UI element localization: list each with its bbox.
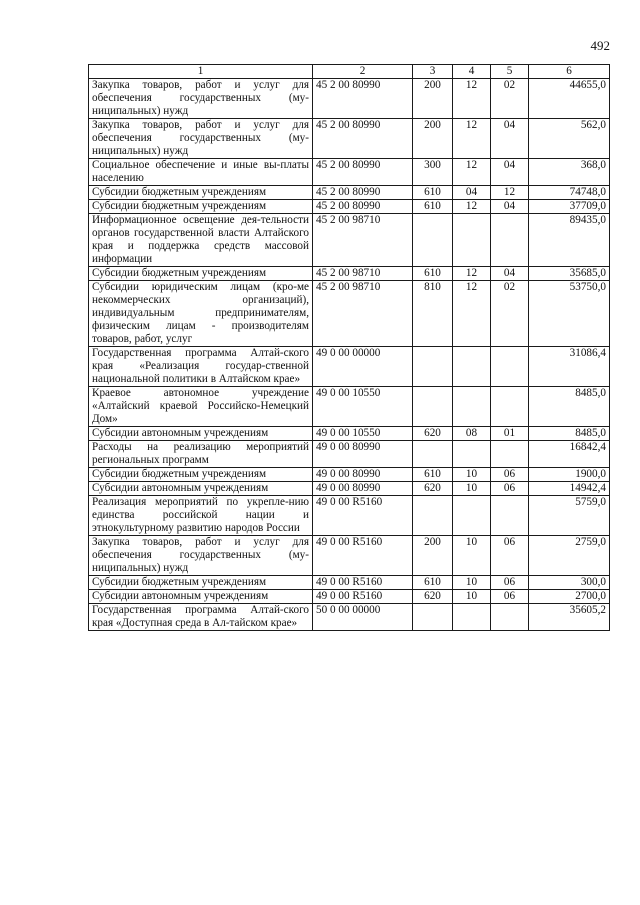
row-col5-cell: 01 <box>491 427 529 441</box>
row-col3-cell <box>413 441 453 468</box>
row-col4-cell <box>453 214 491 267</box>
table-row <box>89 79 610 119</box>
table-row <box>89 186 610 200</box>
row-col4-cell: 04 <box>453 186 491 200</box>
row-col5-cell <box>491 214 529 267</box>
row-code-cell: 45 2 00 80990 <box>313 200 413 214</box>
row-col4-cell: 10 <box>453 482 491 496</box>
budget-table <box>88 64 610 631</box>
row-col3-cell: 620 <box>413 427 453 441</box>
table-row <box>89 159 610 186</box>
row-col3-cell: 610 <box>413 468 453 482</box>
row-sum-cell: 44655,0 <box>529 79 610 119</box>
row-sum-cell: 89435,0 <box>529 214 610 267</box>
row-sum-cell: 2759,0 <box>529 536 610 576</box>
row-code-cell: 45 2 00 80990 <box>313 79 413 119</box>
row-code-cell: 45 2 00 98710 <box>313 214 413 267</box>
row-sum-cell: 53750,0 <box>529 281 610 347</box>
row-code-cell: 49 0 00 80990 <box>313 468 413 482</box>
row-col5-cell: 06 <box>491 482 529 496</box>
row-col4-cell: 12 <box>453 200 491 214</box>
row-name-cell: Субсидии бюджетным учреждениям <box>89 200 313 214</box>
table-row <box>89 496 610 536</box>
row-name-cell: Субсидии бюджетным учреждениям <box>89 267 313 281</box>
table-row <box>89 590 610 604</box>
row-col3-cell <box>413 604 453 631</box>
row-code-cell: 49 0 00 80990 <box>313 441 413 468</box>
row-code-cell: 49 0 00 00000 <box>313 347 413 387</box>
row-code-cell: 45 2 00 98710 <box>313 267 413 281</box>
row-name-cell: Закупка товаров, работ и услуг для обеспечения государственных (му-ниципальных) нужд <box>89 119 313 159</box>
table-row <box>89 281 610 347</box>
table-row <box>89 119 610 159</box>
row-name-cell: Реализация мероприятий по укрепле-нию единства российской нации и этнокультурному развитию народов России <box>89 496 313 536</box>
row-name-cell: Социальное обеспечение и иные вы-платы населению <box>89 159 313 186</box>
row-col3-cell: 610 <box>413 186 453 200</box>
row-sum-cell: 2700,0 <box>529 590 610 604</box>
row-name-cell: Субсидии автономным учреждениям <box>89 427 313 441</box>
row-col5-cell: 12 <box>491 186 529 200</box>
row-code-cell: 45 2 00 80990 <box>313 186 413 200</box>
table-row <box>89 427 610 441</box>
header-col-2: 2 <box>313 65 413 79</box>
row-name-cell: Субсидии автономным учреждениям <box>89 590 313 604</box>
row-col3-cell <box>413 387 453 427</box>
row-sum-cell: 8485,0 <box>529 387 610 427</box>
row-sum-cell: 368,0 <box>529 159 610 186</box>
row-name-cell: Субсидии автономным учреждениям <box>89 482 313 496</box>
header-col-1: 1 <box>89 65 313 79</box>
row-name-cell: Государственная программа Алтай-ского края «Доступная среда в Ал-тайском крае» <box>89 604 313 631</box>
row-name-cell: Краевое автономное учреждение «Алтайский краевой Российско-Немецкий Дом» <box>89 387 313 427</box>
row-col4-cell: 12 <box>453 159 491 186</box>
row-sum-cell: 14942,4 <box>529 482 610 496</box>
row-code-cell: 49 0 00 R5160 <box>313 496 413 536</box>
row-sum-cell: 5759,0 <box>529 496 610 536</box>
row-col3-cell: 810 <box>413 281 453 347</box>
row-name-cell: Субсидии бюджетным учреждениям <box>89 576 313 590</box>
row-sum-cell: 562,0 <box>529 119 610 159</box>
row-col4-cell: 10 <box>453 590 491 604</box>
row-col3-cell <box>413 214 453 267</box>
row-col3-cell: 300 <box>413 159 453 186</box>
row-col5-cell: 02 <box>491 281 529 347</box>
row-col4-cell: 10 <box>453 576 491 590</box>
table-row <box>89 536 610 576</box>
header-col-3: 3 <box>413 65 453 79</box>
row-name-cell: Субсидии юридическим лицам (кро-ме некоммерческих организаций), индивидуальным предпринимателям, физическим лицам - производителям товаров, работ, услуг <box>89 281 313 347</box>
row-col4-cell: 12 <box>453 267 491 281</box>
row-col3-cell: 200 <box>413 79 453 119</box>
row-col5-cell <box>491 496 529 536</box>
row-col5-cell <box>491 441 529 468</box>
row-col3-cell: 610 <box>413 576 453 590</box>
row-name-cell: Государственная программа Алтай-ского края «Реализация государ-ственной национальной политики в Алтайском крае» <box>89 347 313 387</box>
row-code-cell: 45 2 00 80990 <box>313 159 413 186</box>
row-col4-cell <box>453 387 491 427</box>
row-code-cell: 49 0 00 R5160 <box>313 576 413 590</box>
header-row <box>89 65 610 79</box>
row-code-cell: 49 0 00 R5160 <box>313 590 413 604</box>
row-name-cell: Закупка товаров, работ и услуг для обеспечения государственных (му-ниципальных) нужд <box>89 79 313 119</box>
table-row <box>89 482 610 496</box>
row-col4-cell: 12 <box>453 119 491 159</box>
row-code-cell: 49 0 00 R5160 <box>313 536 413 576</box>
row-col4-cell: 10 <box>453 536 491 576</box>
row-col5-cell <box>491 347 529 387</box>
row-col4-cell: 12 <box>453 281 491 347</box>
row-code-cell: 45 2 00 80990 <box>313 119 413 159</box>
row-sum-cell: 35605,2 <box>529 604 610 631</box>
row-col4-cell: 12 <box>453 79 491 119</box>
table-row <box>89 347 610 387</box>
table-row <box>89 441 610 468</box>
row-code-cell: 49 0 00 10550 <box>313 387 413 427</box>
header-col-6: 6 <box>529 65 610 79</box>
row-sum-cell: 16842,4 <box>529 441 610 468</box>
row-name-cell: Субсидии бюджетным учреждениям <box>89 468 313 482</box>
row-sum-cell: 300,0 <box>529 576 610 590</box>
row-code-cell: 49 0 00 80990 <box>313 482 413 496</box>
row-name-cell: Закупка товаров, работ и услуг для обеспечения государственных (му-ниципальных) нужд <box>89 536 313 576</box>
row-col5-cell: 02 <box>491 79 529 119</box>
row-col3-cell: 200 <box>413 119 453 159</box>
row-col4-cell: 08 <box>453 427 491 441</box>
row-col5-cell: 04 <box>491 267 529 281</box>
table-row <box>89 214 610 267</box>
row-name-cell: Расходы на реализацию мероприятий региональных программ <box>89 441 313 468</box>
table-row <box>89 387 610 427</box>
row-name-cell: Информационное освещение дея-тельности органов государственной власти Алтайского края и поддержка средств массовой информации <box>89 214 313 267</box>
row-col3-cell: 610 <box>413 267 453 281</box>
row-col3-cell: 620 <box>413 482 453 496</box>
row-col3-cell: 610 <box>413 200 453 214</box>
table-row <box>89 576 610 590</box>
row-col5-cell: 04 <box>491 119 529 159</box>
table-row <box>89 604 610 631</box>
row-code-cell: 50 0 00 00000 <box>313 604 413 631</box>
row-col5-cell: 04 <box>491 200 529 214</box>
row-sum-cell: 35685,0 <box>529 267 610 281</box>
row-sum-cell: 37709,0 <box>529 200 610 214</box>
table-row <box>89 468 610 482</box>
row-sum-cell: 8485,0 <box>529 427 610 441</box>
row-code-cell: 49 0 00 10550 <box>313 427 413 441</box>
row-sum-cell: 31086,4 <box>529 347 610 387</box>
row-sum-cell: 74748,0 <box>529 186 610 200</box>
row-col4-cell <box>453 441 491 468</box>
row-code-cell: 45 2 00 98710 <box>313 281 413 347</box>
row-col3-cell <box>413 347 453 387</box>
row-col4-cell: 10 <box>453 468 491 482</box>
table-body <box>89 79 610 631</box>
row-sum-cell: 1900,0 <box>529 468 610 482</box>
header-col-4: 4 <box>453 65 491 79</box>
row-col3-cell: 200 <box>413 536 453 576</box>
row-col5-cell <box>491 604 529 631</box>
row-col5-cell: 04 <box>491 159 529 186</box>
row-col4-cell <box>453 496 491 536</box>
row-col5-cell <box>491 387 529 427</box>
row-name-cell: Субсидии бюджетным учреждениям <box>89 186 313 200</box>
page-number: 492 <box>590 38 610 53</box>
row-col5-cell: 06 <box>491 576 529 590</box>
row-col5-cell: 06 <box>491 590 529 604</box>
row-col3-cell <box>413 496 453 536</box>
header-col-5: 5 <box>491 65 529 79</box>
row-col5-cell: 06 <box>491 468 529 482</box>
row-col5-cell: 06 <box>491 536 529 576</box>
table-row <box>89 200 610 214</box>
row-col3-cell: 620 <box>413 590 453 604</box>
table-row <box>89 267 610 281</box>
row-col4-cell <box>453 604 491 631</box>
row-col4-cell <box>453 347 491 387</box>
